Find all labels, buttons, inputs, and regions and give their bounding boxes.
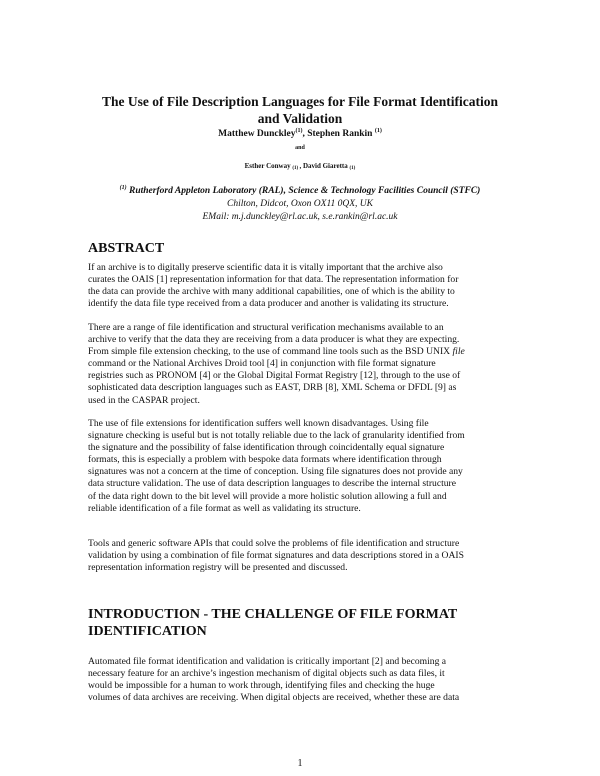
heading-line: INTRODUCTION - THE CHALLENGE OF FILE FORMAT: [88, 607, 458, 622]
text-line: archive to verify that the data they are receiving from a data producer is what they are expecting.: [88, 334, 460, 346]
text-line: curates the OAIS [1] representation information for that data. The representation information for: [88, 274, 459, 286]
text-line: representation information registry will be presented and discussed.: [88, 562, 348, 574]
text-line: command or the National Archives Droid tool [4] in conjunction with file format signature: [88, 358, 436, 370]
author-affiliation-marker: (1): [349, 166, 356, 171]
affiliation-block: [0, 182, 600, 224]
text-line: of the data right down to the bit level will provide a more holistic solution allowing a full and: [88, 490, 447, 502]
text-segment: From simple file extension checking, to the use of command line tools such as the BSD UNIX: [88, 346, 453, 358]
author-affiliation-marker: (1): [374, 128, 382, 134]
heading-line: IDENTIFICATION: [88, 624, 207, 639]
author-line-secondary: [0, 162, 600, 171]
affiliation-marker: (1): [119, 185, 127, 191]
paper-title: [70, 93, 530, 127]
text-line: identify the data file type received from a data producer and another is validating its structure.: [88, 298, 449, 310]
text-line: If an archive is to digitally preserve scientific data it is vitally important that the archive also: [88, 262, 443, 273]
text-line: There are a range of file identification and structural verification mechanisms available to an: [88, 322, 444, 333]
abstract-paragraph-2: [88, 322, 514, 407]
abstract-paragraph-1: [88, 262, 514, 310]
text-line: volumes of data archives are receiving. When digital objects are received, whether these are data: [88, 692, 460, 704]
affiliation-address: Chilton, Didcot, Oxon OX11 0QX, UK: [226, 199, 373, 209]
introduction-heading: [88, 606, 457, 640]
title-line: The Use of File Description Languages for File Format Identification: [101, 94, 499, 109]
author-name: David Giaretta: [302, 162, 350, 170]
abstract-paragraph-4: [88, 538, 514, 574]
text-line: registries such as PRONOM [4] or the Global Digital Format Registry [12], through to the use of: [88, 370, 461, 382]
text-line: used in the CASPAR project.: [88, 394, 200, 406]
text-line: sophisticated data description languages such as EAST, DRB [8], XML Schema or DFDL [9] as: [88, 382, 457, 394]
author-affiliation-marker: (1): [295, 128, 303, 134]
text-line: necessary feature for an archive’s ingestion mechanism of digital objects such as data files, it: [88, 668, 445, 680]
author-name: Matthew Dunckley: [218, 129, 296, 139]
abstract-paragraph-3: [88, 418, 514, 515]
title-line: and Validation: [257, 111, 343, 126]
text-line: validation by using a combination of file format signatures and data descriptions stored in a OAIS: [88, 550, 464, 562]
text-line: data structure validation. The use of data description languages to describe the internal structure: [88, 478, 456, 490]
text-line: Tools and generic software APIs that could solve the problems of file identification and structure: [88, 538, 460, 549]
text-line: formats, this is especially a problem with bespoke data formats where identification through: [88, 454, 442, 466]
author-separator: ,: [302, 129, 308, 139]
author-line-primary: [0, 128, 600, 139]
introduction-paragraph-1: [88, 656, 514, 704]
text-line: signature checking is useful but is not totally reliable due to the lack of granularity identified from: [88, 430, 465, 442]
text-line: the data can provide the archive with many additional capabilities, one of which is the ability to: [88, 286, 455, 298]
emphasized-term: file: [452, 346, 465, 358]
text-line: reliable identification of a file format as well as validating its structure.: [88, 502, 361, 514]
text-line: would be impossible for a human to work through, identifying files and checking the huge: [88, 680, 435, 692]
author-separator: ,: [299, 162, 303, 170]
page-number: 1: [297, 758, 303, 769]
text-line: [88, 346, 514, 358]
text-line: signatures was not a concern at the time of conception. Using file signatures does not provide any: [88, 466, 463, 478]
author-conjunction: and: [295, 145, 305, 151]
affiliation-org-name: Rutherford Appleton Laboratory (RAL), Science & Technology Facilities Council (STFC): [126, 186, 481, 196]
author-name: Esther Conway: [244, 162, 293, 170]
abstract-heading: ABSTRACT: [88, 241, 165, 256]
affiliation-organization: [0, 182, 600, 198]
text-line: Automated file format identification and validation is critically important [2] and becoming a: [88, 656, 447, 667]
text-line: The use of file extensions for identification suffers well known disadvantages. Using file: [88, 418, 429, 429]
author-name: Stephen Rankin: [307, 129, 375, 139]
text-line: the signature and the possibility of false identification through coincidentally equal signature: [88, 442, 445, 454]
affiliation-email: EMail: m.j.dunckley@rl.ac.uk, s.e.rankin@rl.ac.uk: [202, 212, 398, 222]
author-affiliation-marker: (1): [292, 166, 300, 171]
